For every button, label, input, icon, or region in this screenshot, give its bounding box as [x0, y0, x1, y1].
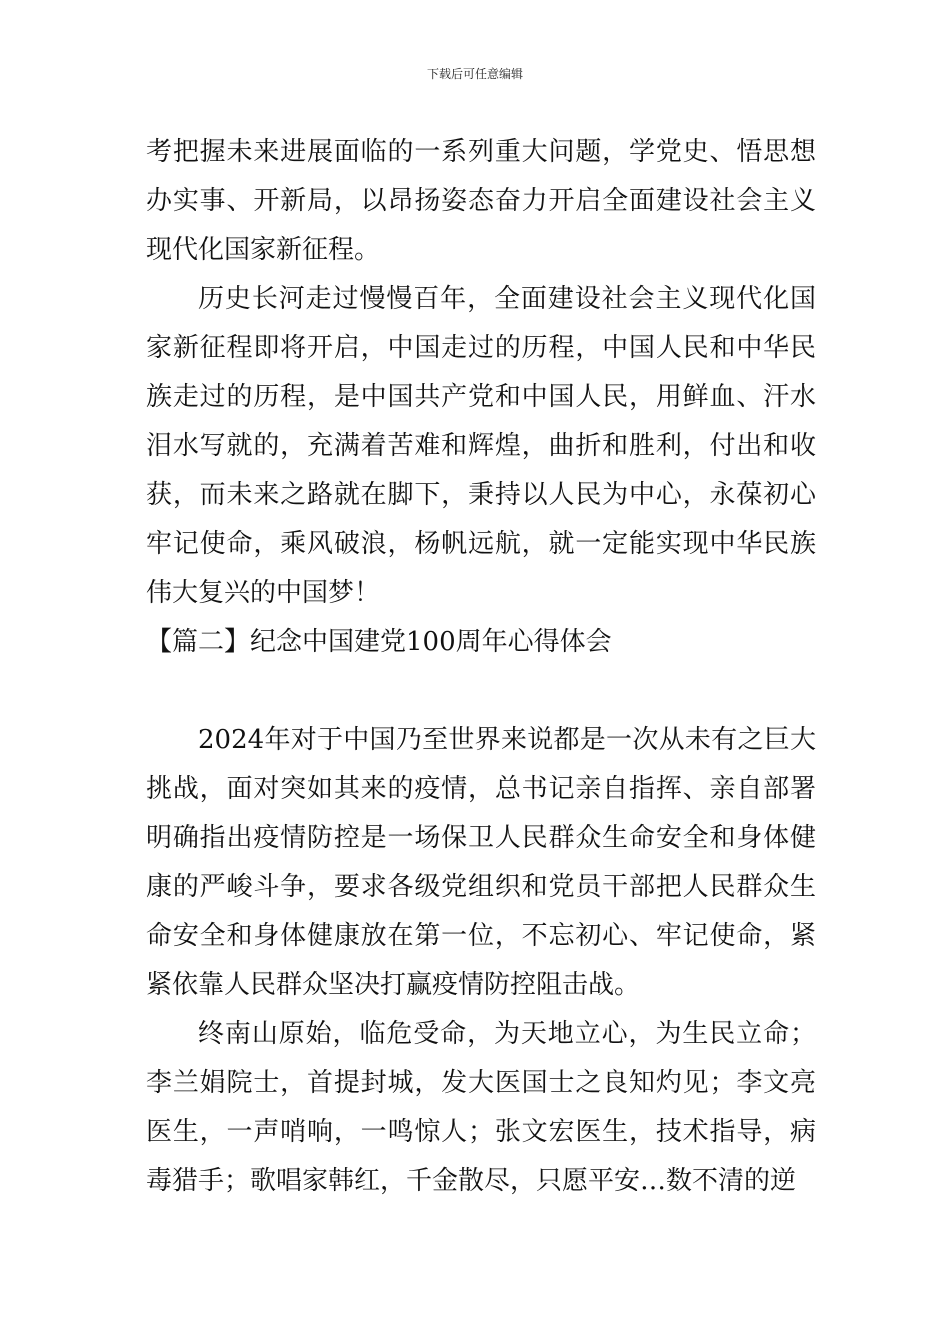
paragraph-heroes: 终南山原始，临危受命，为天地立心，为生民立命；李兰娟院士，首提封城，发大医国士之良知灼见；李文亮医生，一声哨响，一鸣惊人；张文宏医生，技术指导，病毒猎手；歌唱家韩红，千金散尽，只愿平安…数不清的逆: [146, 1019, 816, 1196]
paragraph-continued: 考把握未来进展面临的一系列重大问题，学党史、悟思想办实事、开新局，以昂扬姿态奋力开启全面建设社会主义现代化国家新征程。: [146, 137, 816, 265]
document-body: [146, 128, 816, 1206]
paragraph-epidemic: 2024年对于中国乃至世界来说都是一次从未有之巨大挑战，面对突如其来的疫情，总书记亲自指挥、亲自部署明确指出疫情防控是一场保卫人民群众生命安全和身体健康的严峻斗争，要求各级党组织和党员干部把人民群众生命安全和身体健康放在第一位，不忘初心、牢记使命，紧紧依靠人民群众坚决打赢疫情防控阻击战。: [146, 725, 816, 1000]
paragraph-history: 历史长河走过慢慢百年，全面建设社会主义现代化国家新征程即将开启，中国走过的历程，中国人民和中华民族走过的历程，是中国共产党和中国人民，用鲜血、汗水泪水写就的，充满着苦难和辉煌，曲折和胜利，付出和收获，而未来之路就在脚下，秉持以人民为中心，永葆初心牢记使命，乘风破浪，杨帆远航，就一定能实现中华民族伟大复兴的中国梦！: [146, 284, 816, 608]
page-header-note: 下载后可任意编辑: [426, 67, 523, 81]
section-heading: 【篇二】纪念中国建党100周年心得体会: [146, 627, 612, 657]
blank-line: [146, 667, 816, 716]
